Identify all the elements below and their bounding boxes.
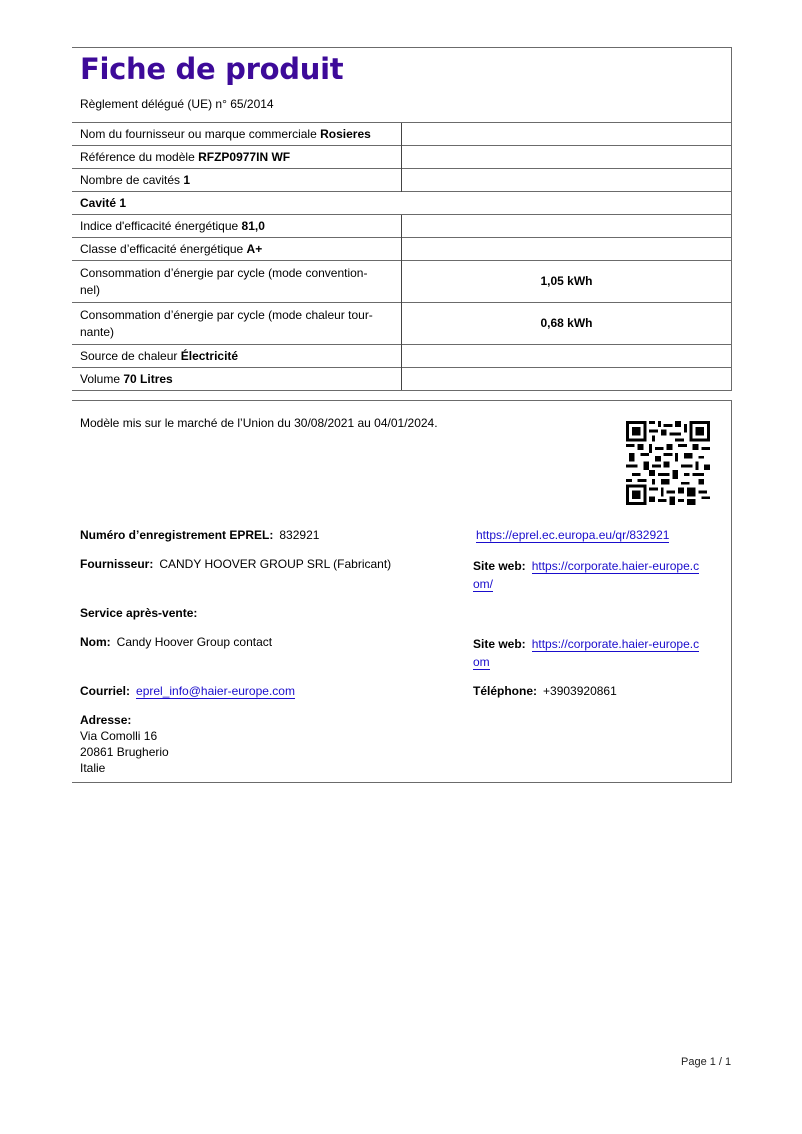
fan-forced-consumption: 0,68 kWh (402, 303, 732, 345)
qr-code-icon[interactable] (626, 421, 710, 505)
table-row: Indice d'efficacité énergétique 81,0 (72, 215, 732, 238)
conventional-consumption: 1,05 kWh (402, 261, 732, 303)
model-reference: RFZP0977IN WF (198, 149, 291, 164)
supplier-website: Site web: https://corporate.haier-europe.c om/ (473, 559, 700, 591)
table-row: Référence du modèle RFZP0977IN WF (72, 146, 732, 169)
supplier-name: CANDY HOOVER GROUP SRL (Fabricant) (159, 557, 392, 571)
supplier-website-link[interactable]: https://corporate.haier-europe.c (531, 559, 700, 573)
page-title: Fiche de produit (80, 52, 344, 86)
table-row: Classe d’efficacité énergétique A+ (72, 238, 732, 261)
cavity-count: 1 (183, 172, 191, 187)
service-address: Adresse: Via Comolli 16 20861 Brugherio Italie (80, 713, 169, 775)
email-link[interactable]: eprel_info@haier-europe.com (136, 684, 295, 698)
service-website: Site web: https://corporate.haier-europe.c om (473, 637, 700, 669)
after-sales-heading: Service après-vente: (80, 606, 198, 620)
table-row: Nom du fournisseur ou marque commerciale Rosieres (72, 123, 732, 146)
eprel-info-box (72, 400, 732, 783)
table-row: Consommation d’énergie par cycle (mode chaleur tour- nante) 0,68 kWh (72, 303, 732, 345)
energy-efficiency-index: 81,0 (241, 218, 265, 233)
heat-source: Électricité (180, 348, 239, 363)
energy-class: A+ (246, 241, 263, 256)
service-website-link[interactable]: https://corporate.haier-europe.c (531, 637, 700, 651)
eprel-registration: Numéro d’enregistrement EPREL: 832921 (80, 528, 320, 542)
supplier-brand: Rosieres (320, 126, 371, 141)
service-name: Nom: Candy Hoover Group contact (80, 635, 273, 649)
supplier-info: Fournisseur: CANDY HOOVER GROUP SRL (Fabricant) (80, 557, 392, 571)
product-sheet (72, 47, 732, 391)
table-row (72, 192, 732, 215)
table-row: Consommation d’énergie par cycle (mode convention- nel) 1,05 kWh (72, 261, 732, 303)
spec-table (72, 122, 732, 391)
table-row: Volume 70 Litres (72, 368, 732, 391)
volume: 70 Litres (123, 371, 173, 386)
table-row: Nombre de cavités 1 (72, 169, 732, 192)
service-website-link-cont[interactable]: om (473, 655, 490, 669)
cavity-heading: Cavité 1 (80, 195, 127, 210)
eprel-number: 832921 (279, 528, 320, 542)
regulation-reference: Règlement délégué (UE) n° 65/2014 (80, 97, 274, 111)
table-row: Source de chaleur Électricité (72, 345, 732, 368)
service-email: Courriel: eprel_info@haier-europe.com (80, 684, 295, 698)
phone-number: +3903920861 (543, 684, 617, 698)
sheet-header (72, 47, 732, 122)
supplier-website-link-cont[interactable]: om/ (473, 577, 494, 591)
service-phone: Téléphone: +3903920861 (473, 684, 617, 698)
market-dates: Modèle mis sur le marché de l’Union du 30/08/2021 au 04/01/2024. (80, 416, 438, 430)
eprel-link[interactable]: https://eprel.ec.europa.eu/qr/832921 (476, 528, 670, 542)
page-number: Page 1 / 1 (681, 1056, 732, 1068)
